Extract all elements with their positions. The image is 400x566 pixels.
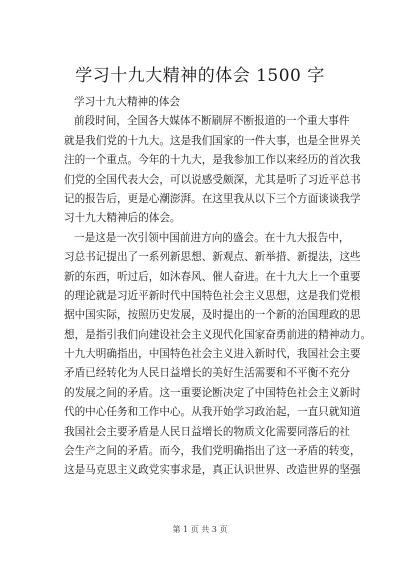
section-heading: 学习十九大精神的体会 <box>74 96 180 108</box>
text-line: 就是我们党的十九大。这是我们国家的一件大事，也是全世界关 <box>64 134 361 147</box>
text-line: 这是马克思主义政党实事求是，真正认识世界、改造世界的坚强 <box>64 464 361 477</box>
text-line: 代的中心任务和工作中心。从我开始学习政治起，一直只就知道 <box>64 406 361 419</box>
document-body <box>64 93 372 481</box>
text-line: 的理论就是习近平新时代中国特色社会主义思想，这是我们党根 <box>64 289 361 302</box>
text-line: 会生产之间的矛盾。而今，我们党明确指出了这一矛盾的转变， <box>64 445 361 458</box>
text-line: 记的报告后，更是心潮澎湃。在这里我从以下三个方面谈谈我学 <box>64 192 361 205</box>
text-line: 习总书记提出了一系列新思想、新观点、新举措、新提法，这些 <box>64 251 361 264</box>
text-line: 们党的全国代表大会，可以说感受颇深，尤其是听了习近平总书 <box>64 173 361 186</box>
text-line: 一是这是一次引领中国前进方向的盛会。在十九大报告中， <box>74 231 350 244</box>
text-line: 注的一个重点。今年的十九大，是我参加工作以来经历的首次我 <box>64 154 361 167</box>
document-title: 学习十九大精神的体会 1500 字 <box>75 66 325 86</box>
text-line: 矛盾已经转化为人民日益增长的美好生活需要和不平衡不充分 <box>64 367 351 380</box>
text-line: 想，是指引我们向建设社会主义现代化国家奋勇前进的精神动力。 <box>64 328 372 341</box>
text-line: 新的东西，听过后，如沐春风、催人奋进。在十九大上一个重要 <box>64 270 361 283</box>
page-footer: 第 1 页 共 3 页 <box>172 525 228 534</box>
text-line: 我国社会主要矛盾是人民日益增长的物质文化需要同落后的社 <box>64 425 351 438</box>
text-line: 十九大明确指出，中国特色社会主义进入新时代，我国社会主要 <box>64 348 361 361</box>
text-line: 前段时间，全国各大媒体不断刷屏不断报道的一个重大事件 <box>74 115 350 128</box>
text-line: 的发展之间的矛盾。这一重要论断决定了中国特色社会主义新时 <box>64 386 361 399</box>
text-line: 习十九大精神后的体会。 <box>64 212 181 225</box>
text-line: 据中国实际，按照历史发展，及时提出的一个新的治国理政的思 <box>64 309 361 322</box>
